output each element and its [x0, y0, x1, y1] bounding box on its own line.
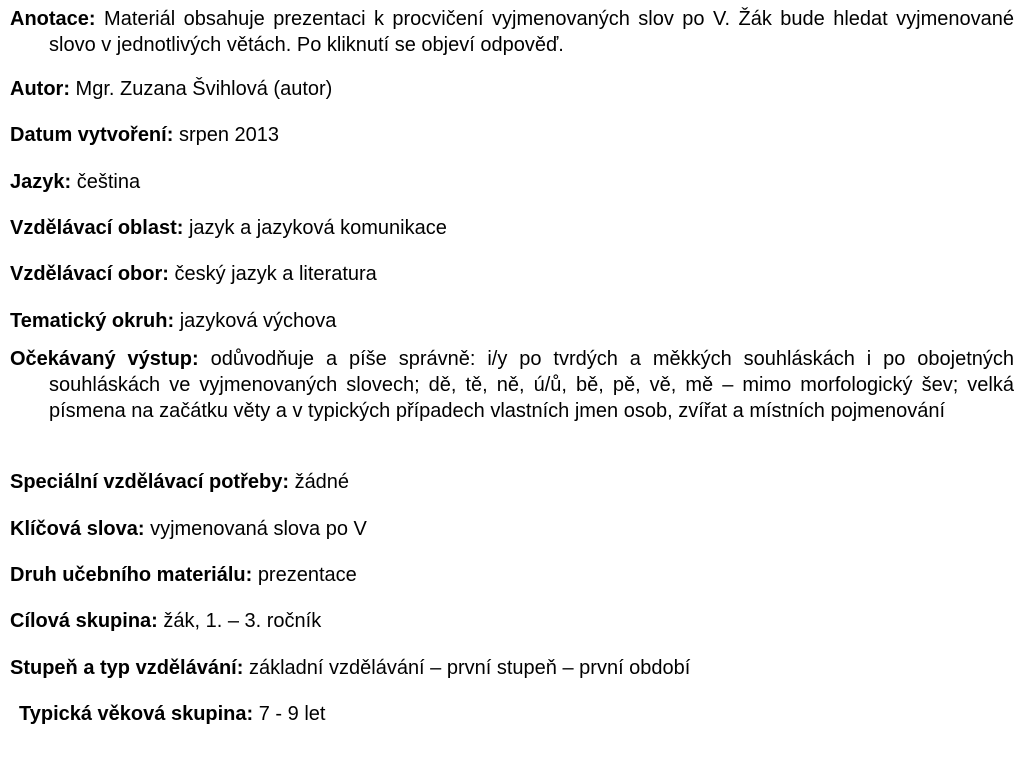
- field-expected-outcome: [10, 346, 1014, 424]
- field-value: žádné: [294, 471, 350, 493]
- field-educational-subject: [10, 261, 377, 287]
- field-value: základní vzdělávání – první stupeň – první období: [248, 657, 691, 679]
- field-value: srpen 2013: [178, 124, 280, 146]
- field-label: Speciální vzdělávací potřeby:: [10, 471, 289, 493]
- field-value: vyjmenovaná slova po V: [150, 518, 367, 540]
- field-label: Datum vytvoření:: [10, 124, 174, 146]
- field-value: jazyková výchova: [179, 310, 337, 332]
- field-value: čeština: [76, 171, 141, 193]
- field-keywords: [10, 516, 367, 542]
- field-label: Druh učebního materiálu:: [10, 564, 253, 586]
- field-label: Autor:: [10, 78, 70, 100]
- field-value: prezentace: [257, 564, 357, 586]
- field-label: Typická věková skupina:: [19, 703, 254, 725]
- field-target-group: [10, 608, 321, 634]
- field-author: [10, 76, 332, 102]
- field-thematic-area: [10, 308, 336, 334]
- field-label: Očekávaný výstup:: [10, 348, 199, 370]
- field-material-type: [10, 562, 357, 588]
- field-age-group: [10, 701, 325, 727]
- field-value: Mgr. Zuzana Švihlová (autor): [75, 78, 333, 100]
- field-value: odůvodňuje a píše správně: i/y po tvrdých a měkkých souhláskách i po obojetných souhláskách ve vyjmenovaných slovech; dě, tě, ně, ú/ů, bě, pě, vě, mě – mimo morfologický šev; velká písmena na začátku věty a v typických případech vlastních jmen osob, zvířat a místních pojmenování: [49, 348, 1014, 422]
- field-special-needs: [10, 469, 349, 495]
- field-educational-area: [10, 215, 447, 241]
- field-label: Vzdělávací obor:: [10, 263, 169, 285]
- field-label: Stupeň a typ vzdělávání:: [10, 657, 244, 679]
- field-education-level: [10, 655, 690, 681]
- field-label: Jazyk:: [10, 171, 72, 193]
- field-label: Vzdělávací oblast:: [10, 217, 184, 239]
- field-annotation: [10, 6, 1014, 58]
- field-value: Materiál obsahuje prezentaci k procvičení vyjmenovaných slov po V. Žák bude hledat vyjmenované slovo v jednotlivých větách. Po kliknutí se objeví odpověď.: [49, 8, 1014, 56]
- field-label: Klíčová slova:: [10, 518, 145, 540]
- field-value: český jazyk a literatura: [174, 263, 377, 285]
- field-label: Tematický okruh:: [10, 310, 175, 332]
- field-creation-date: [10, 122, 279, 148]
- field-value: jazyk a jazyková komunikace: [188, 217, 447, 239]
- field-language: [10, 169, 140, 195]
- field-value: žák, 1. – 3. ročník: [163, 610, 322, 632]
- field-label: Cílová skupina:: [10, 610, 158, 632]
- field-value: 7 - 9 let: [258, 703, 326, 725]
- field-label: Anotace:: [10, 8, 96, 30]
